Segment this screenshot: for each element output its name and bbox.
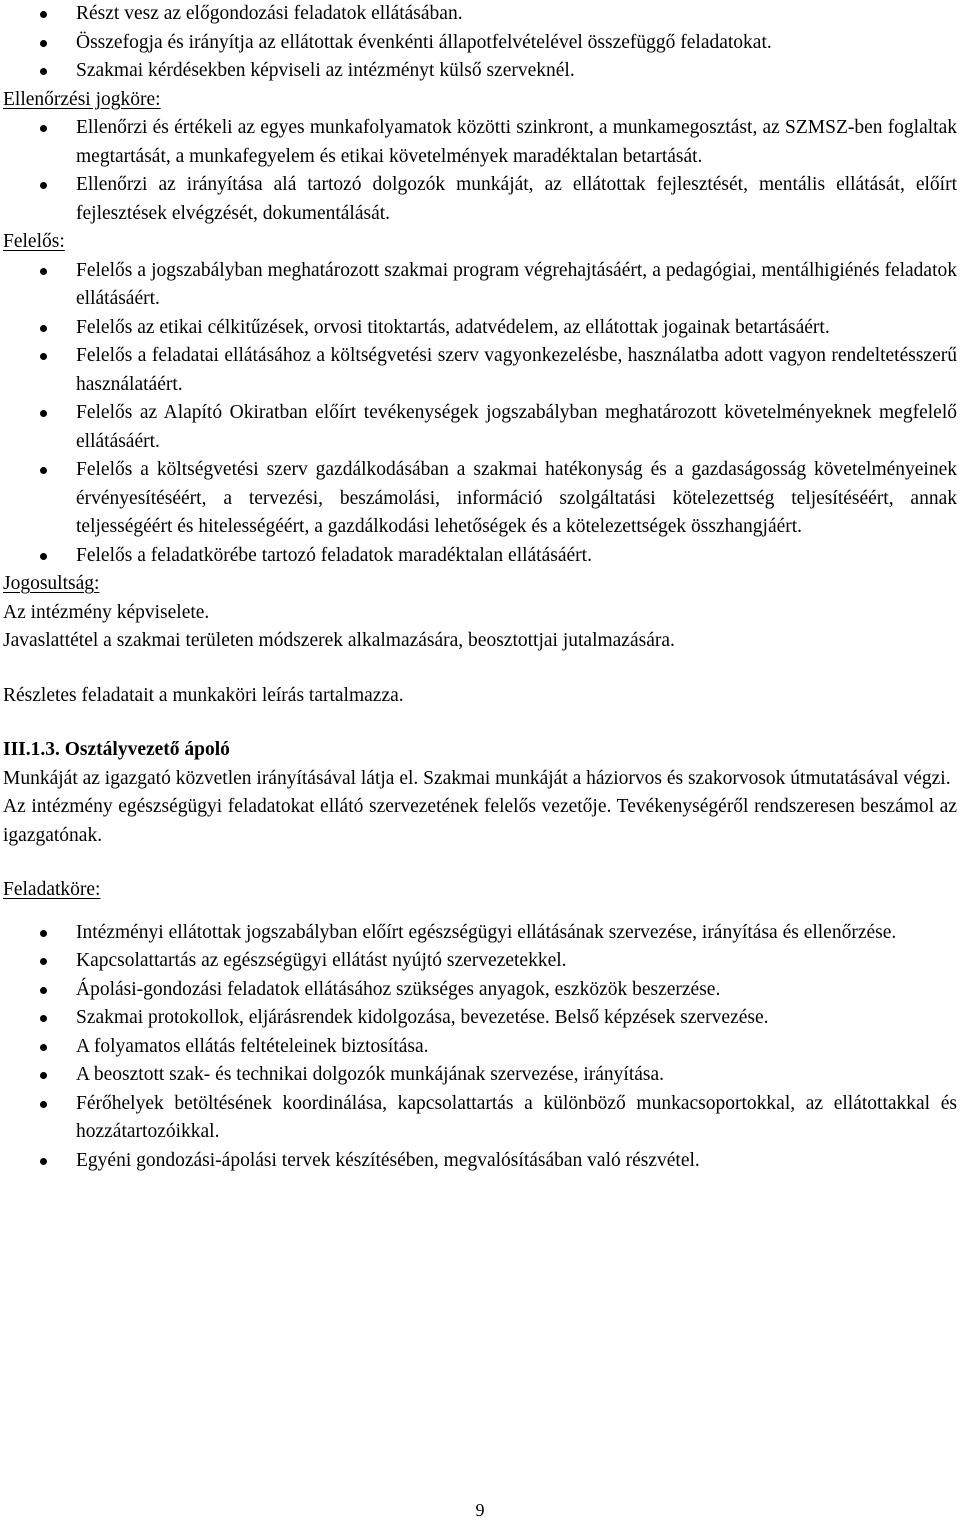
list-item: Felelős az etikai célkitűzések, orvosi titoktartás, adatvédelem, az ellátottak jogainak betartásáért. — [3, 314, 957, 343]
ellenorzes-list — [3, 114, 957, 228]
bullet-icon — [40, 268, 47, 275]
list-item: Felelős a feladatai ellátásához a költségvetési szerv vagyonkezelésbe, használatba adott vagyon rendeltetésszerű használatáért. — [3, 342, 957, 399]
bullet-icon — [40, 325, 47, 332]
bullet-icon — [40, 1101, 47, 1108]
bullet-icon — [40, 68, 47, 75]
list-item: A beosztott szak- és technikai dolgozók munkájának szervezése, irányítása. — [3, 1061, 957, 1090]
jogosultsag-line: Az intézmény képviselete. — [3, 601, 210, 623]
bullet-icon — [40, 1158, 47, 1165]
spacer — [3, 710, 957, 736]
list-item: Felelős az Alapító Okiratban előírt tevékenységek jogszabályban meghatározott követelményeknek megfelelő ellátásáért. — [3, 399, 957, 456]
jogosultsag-line: Javaslattétel a szakmai területen módszerek alkalmazására, beosztottjai jutalmazására. — [3, 630, 675, 651]
section-paragraph: Az intézmény egészségügyi feladatokat ellátó szervezetének felelős vezetője. Tevékenységéről rendszeresen beszámol az igazgatónak. — [3, 796, 957, 846]
spacer — [3, 850, 957, 876]
bullet-icon — [40, 1015, 47, 1022]
list-item: Ellenőrzi és értékeli az egyes munkafolyamatok közötti szinkront, a munkamegosztást, az SZMSZ-ben foglaltak megtartását, a munkafegyelem és etikai követelmények maradéktalan betartását. — [3, 114, 957, 171]
bullet-icon — [40, 410, 47, 417]
bullet-icon — [40, 1072, 47, 1079]
ellenorzes-heading: Ellenőrzési jogköre: — [3, 88, 161, 110]
reszletes-line: Részletes feladatait a munkaköri leírás tartalmazza. — [3, 684, 404, 706]
top-bullet-list — [3, 0, 957, 86]
list-item: Férőhelyek betöltésének koordinálása, kapcsolattartás a különböző munkacsoportokkal, az ellátottakkal és hozzátartozóikkal. — [3, 1090, 957, 1147]
list-item: Ápolási-gondozási feladatok ellátásához szükséges anyagok, eszközök beszerzése. — [3, 976, 957, 1005]
list-item: A folyamatos ellátás feltételeinek biztosítása. — [3, 1033, 957, 1062]
bullet-icon — [40, 930, 47, 937]
list-item: Szakmai protokollok, eljárásrendek kidolgozása, bevezetése. Belső képzések szervezése. — [3, 1004, 957, 1033]
bullet-icon — [40, 182, 47, 189]
bullet-icon — [40, 11, 47, 18]
bullet-icon — [40, 987, 47, 994]
list-item: Összefogja és irányítja az ellátottak évenkénti állapotfelvételével összefüggő feladatokat. — [3, 29, 957, 58]
feladatkore-list — [3, 919, 957, 1176]
list-item: Részt vesz az előgondozási feladatok ellátásában. — [3, 0, 957, 29]
page-number: 9 — [475, 1500, 485, 1520]
section-paragraph: Munkáját az igazgató közvetlen irányításával látja el. Szakmai munkáját a háziorvos és szakorvosok útmutatásával végzi. — [3, 767, 951, 789]
list-item: Egyéni gondozási-ápolási tervek készítésében, megvalósításában való részvétel. — [3, 1147, 957, 1176]
section-title: III.1.3. Osztályvezető ápoló — [3, 739, 230, 760]
bullet-icon — [40, 353, 47, 360]
bullet-icon — [40, 1044, 47, 1051]
bullet-icon — [40, 40, 47, 47]
jogosultsag-heading: Jogosultság: — [3, 573, 100, 594]
spacer — [3, 905, 957, 919]
list-item: Felelős a jogszabályban meghatározott szakmai program végrehajtásáért, a pedagógiai, mentálhigiénés feladatok ellátásáért. — [3, 257, 957, 314]
list-item: Ellenőrzi az irányítása alá tartozó dolgozók munkáját, az ellátottak fejlesztését, mentális ellátását, előírt fejlesztések elvégzését, dokumentálását. — [3, 171, 957, 228]
list-item: Kapcsolattartás az egészségügyi ellátást nyújtó szervezetekkel. — [3, 947, 957, 976]
document-page — [3, 0, 957, 1175]
felelos-heading: Felelős: — [3, 231, 65, 252]
bullet-icon — [40, 467, 47, 474]
bullet-icon — [40, 125, 47, 132]
list-item: Felelős a feladatkörébe tartozó feladatok maradéktalan ellátásáért. — [3, 542, 957, 571]
spacer — [3, 656, 957, 682]
list-item: Szakmai kérdésekben képviseli az intézményt külső szerveknél. — [3, 57, 957, 86]
list-item: Felelős a költségvetési szerv gazdálkodásában a szakmai hatékonyság és a gazdaságosság követelményeinek érvényesítéséért, a tervezési, beszámolási, információ szolgáltatási kötelezettség teljesítéséért, annak teljességéért és hitelességéért, a gazdálkodási lehetőségek és a kötelezettségek összhangjáért. — [3, 456, 957, 542]
feladatkore-heading: Feladatköre: — [3, 879, 101, 900]
felelos-list — [3, 257, 957, 571]
bullet-icon — [40, 958, 47, 965]
bullet-icon — [40, 553, 47, 560]
list-item: Intézményi ellátottak jogszabályban előírt egészségügyi ellátásának szervezése, irányítása és ellenőrzése. — [3, 919, 957, 948]
